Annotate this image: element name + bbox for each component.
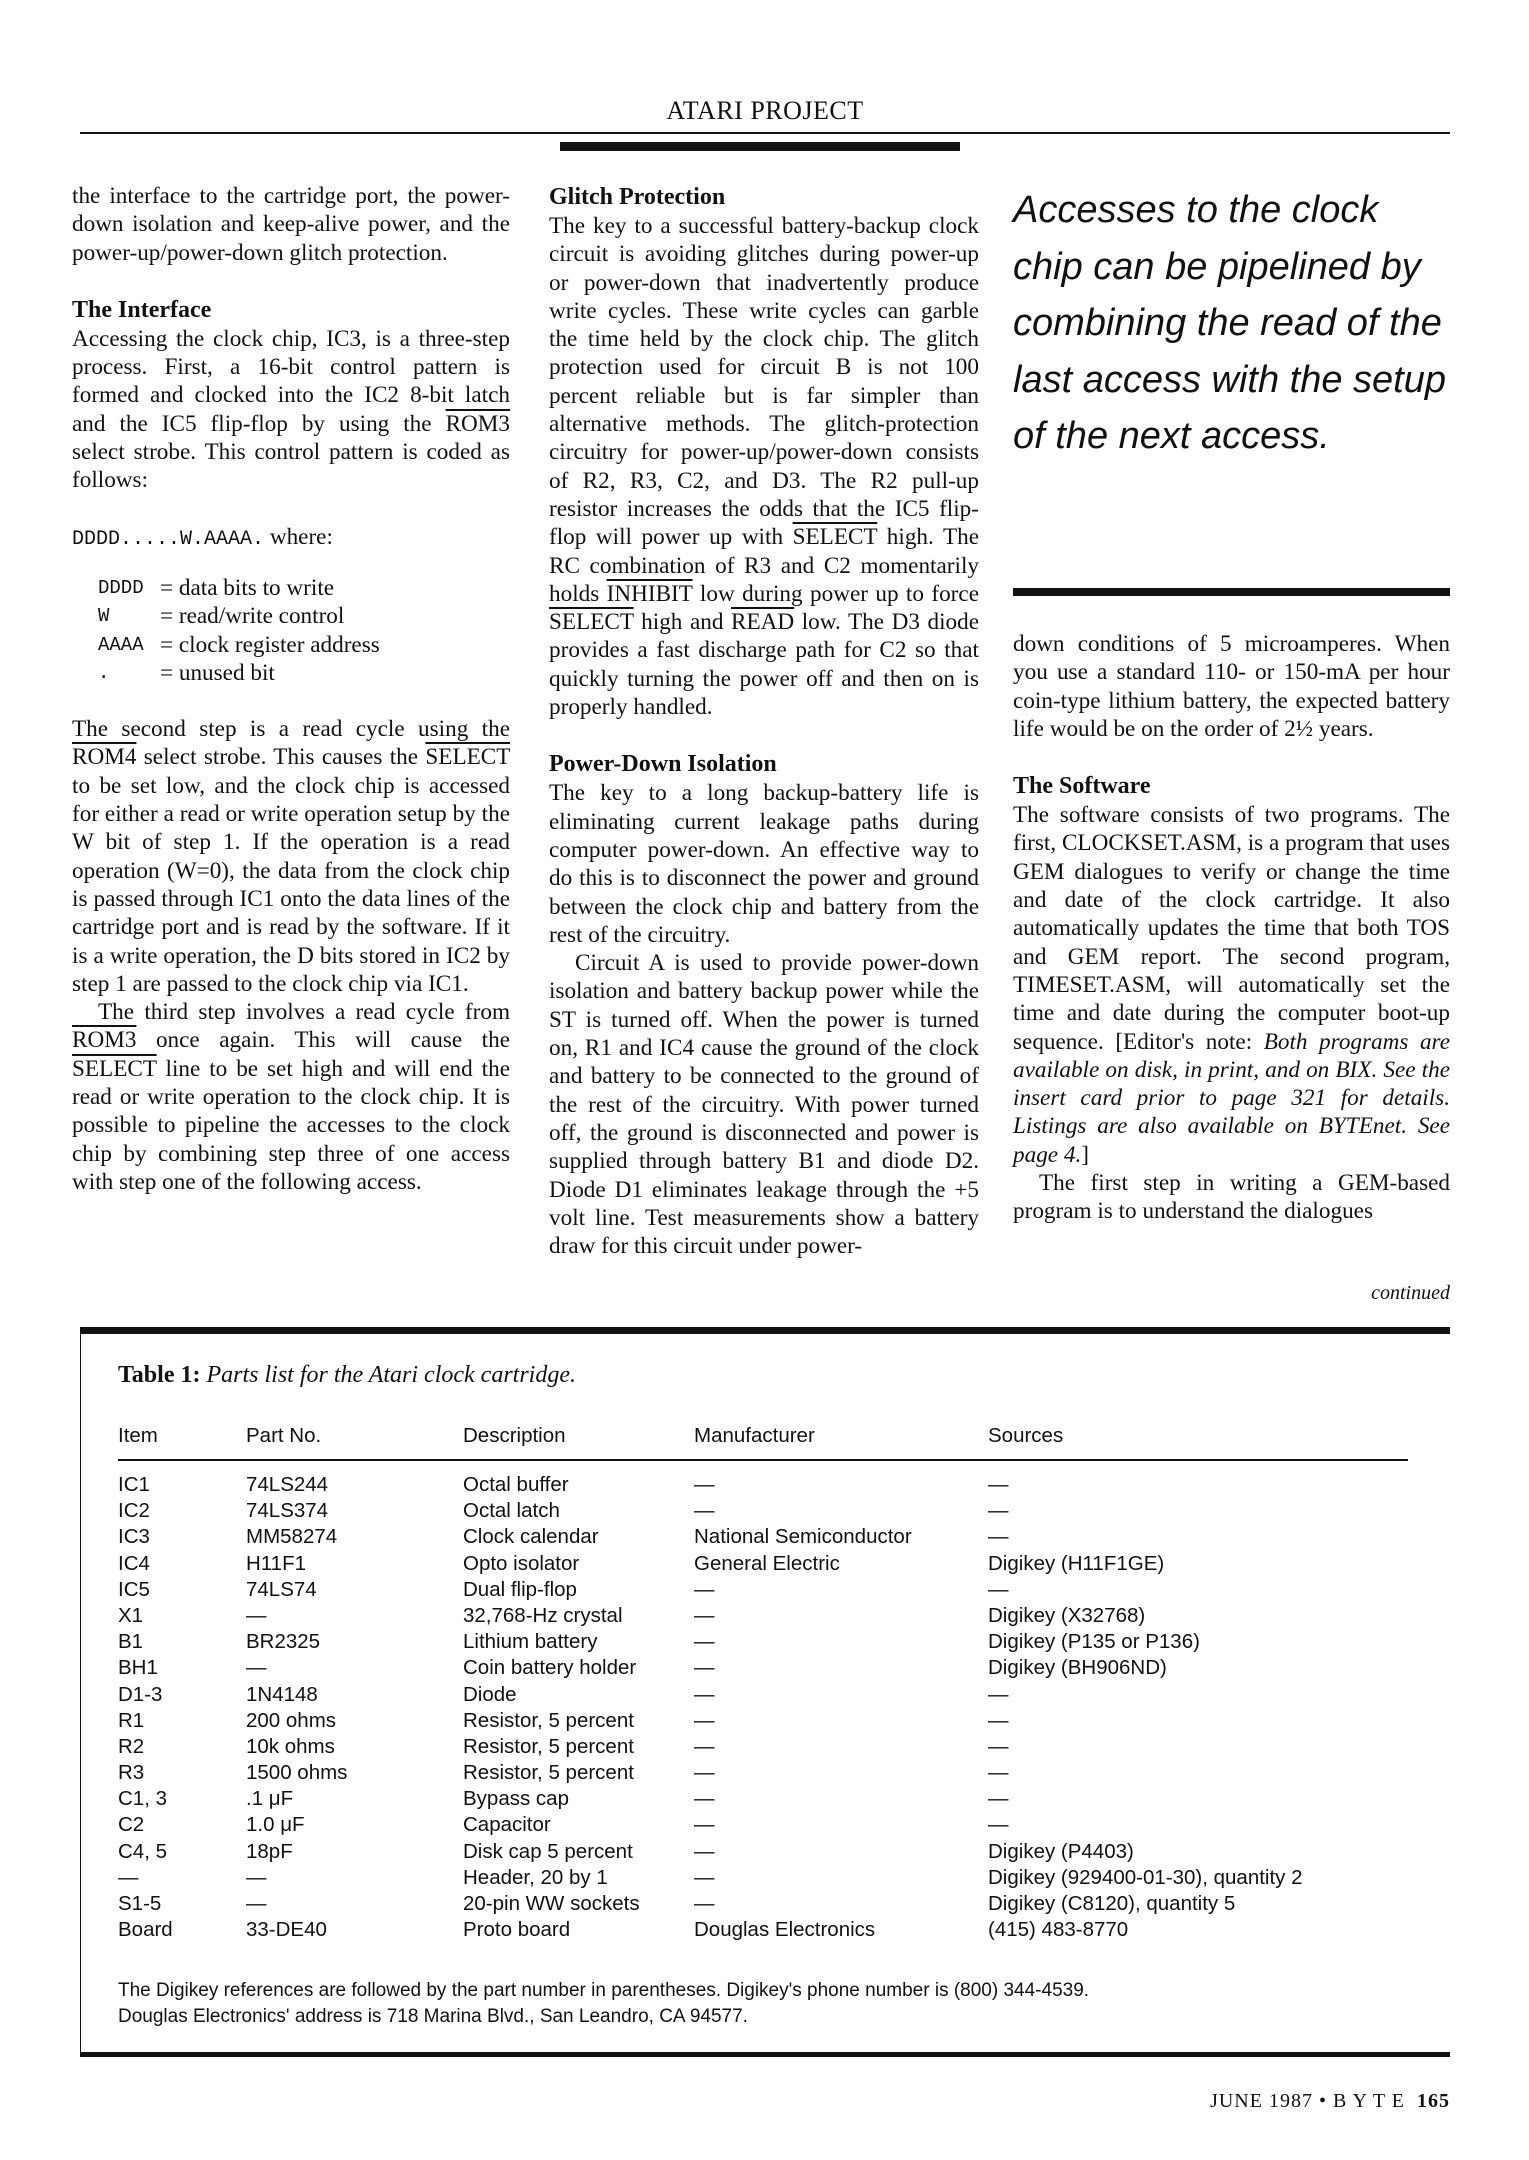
second-step-paragraph: The second step is a read cycle using the ROM4 select strobe. This causes the SELECT to be set low, and the clock chip is accessed for either a read or write operation setup by the W bit of step 1. If the operation is a read operation (W=0), the data from the clock chip is passed through IC1 onto the data lines of the cartridge port and is read by the software. If it is a write operation, the D bits stored in IC2 by step 1 are passed to the clock chip via IC1. [72,716,510,997]
cell-description: 20-pin WW sockets [463,1892,640,1915]
cell-part-no: MM58274 [246,1525,338,1549]
table-note-line-2: Douglas Electronics' address is 718 Marina Blvd., San Leandro, CA 94577. [118,2006,748,2027]
definition-row: DDDD = data bits to write [98,574,335,601]
cell-item: C2 [118,1813,145,1837]
third-step-paragraph: The third step involves a read cycle from ROM3 once again. This will cause the SELECT line to be set high and will end the read or write operation to the clock chip. It is possible to pipeline the accesses to the clock chip by combining step three of one access with step one of the following access. [72,999,510,1195]
cell-description: Coin battery holder [463,1656,637,1680]
cell-part-no: 10k ohms [246,1734,335,1758]
cell-description: Clock calendar [463,1525,599,1549]
cell-part-no: 33-DE40 [246,1918,327,1942]
cell-item: B1 [118,1630,144,1654]
cell-source: Digikey (P135 or P136) [988,1630,1200,1654]
cell-source: Digikey (C8120), quantity 5 [988,1892,1236,1915]
section-header: ATARI PROJECT [666,96,864,125]
cell-item: S1-5 [118,1892,162,1915]
cell-source: — [988,1761,1009,1785]
column-header-sources: Sources [988,1424,1064,1447]
glitch-heading: Glitch Protection [549,184,726,210]
cell-manufacturer: — [694,1892,715,1915]
power-down-paragraph-2: Circuit A is used to provide power-down isolation and battery backup power while the ST is turned off. When the power is turned on, R1 and IC4 cause the ground of the clock and battery to be connected to the ground of the rest of the circuitry. With power turned off, the ground is disconnected and power is supplied through battery B1 and diode D2. Diode D1 eliminates leakage through the +5 volt line. Test measurements show a battery draw for this circuit under power- [549,950,979,1260]
table-note-line-1: The Digikey references are followed by the part number in parentheses. Digikey's phone number is (800) 344-4539. [118,1980,1090,2001]
cell-item: IC4 [118,1551,150,1575]
cell-description: Disk cap 5 percent [463,1839,633,1863]
cell-item: IC1 [118,1473,150,1496]
cell-part-no: 74LS244 [246,1473,329,1496]
cell-manufacturer: — [694,1682,715,1706]
cell-item: IC2 [118,1499,150,1523]
cell-description: Octal latch [463,1499,560,1523]
software-paragraph-2: The first step in writing a GEM-based program is to understand the dialogues [1013,1170,1450,1225]
cell-manufacturer: — [694,1473,715,1496]
cell-item: R3 [118,1761,145,1785]
column-header-item: Item [118,1424,158,1447]
column-header-description: Description [463,1424,566,1447]
power-down-paragraph-1: The key to a long backup-battery life is eliminating current leakage paths during computer power-down. An effective way to do this is to disconnect the power and ground between the clock chip and battery from the rest of the circuitry. [549,780,979,948]
cell-source: Digikey (P4403) [988,1839,1134,1863]
cell-manufacturer: General Electric [694,1551,840,1575]
cell-item: X1 [118,1603,144,1627]
cell-source: (415) 483-8770 [988,1918,1129,1942]
cell-item: C1, 3 [118,1787,167,1811]
cell-description: Opto isolator [463,1551,580,1575]
cell-manufacturer: — [694,1839,715,1863]
cell-manufacturer: National Semiconductor [694,1525,912,1549]
cell-source: — [988,1734,1009,1758]
cell-description: Bypass cap [463,1787,569,1811]
cell-part-no: — [246,1865,267,1889]
cell-source: — [988,1525,1009,1549]
cell-part-no: — [246,1603,267,1627]
continued-paragraph: down conditions of 5 microamperes. When you use a standard 110- or 150-mA per hour coin-type lithium battery, the expected battery life would be on the order of 2½ years. [1013,631,1450,742]
cell-source: — [988,1499,1009,1523]
cell-source: — [988,1577,1009,1601]
cell-manufacturer: — [694,1787,715,1811]
cell-manufacturer: — [694,1708,715,1732]
cell-description: 32,768-Hz crystal [463,1603,623,1627]
cell-description: Lithium battery [463,1630,598,1654]
cell-manufacturer: — [694,1499,715,1523]
table-title: Table 1: Parts list for the Atari clock cartridge. [118,1362,576,1388]
page-footer: JUNE 1987 • B Y T E 165 [1210,2090,1450,2112]
cell-manufacturer: — [694,1577,715,1601]
cell-description: Resistor, 5 percent [463,1708,634,1732]
table-column-sources [988,1472,1303,1943]
cell-manufacturer: — [694,1656,715,1680]
cell-manufacturer: — [694,1734,715,1758]
cell-manufacturer: — [694,1761,715,1785]
column-3 [1013,630,1450,1226]
cell-part-no: 200 ohms [246,1708,337,1732]
cell-item: IC5 [118,1577,150,1601]
cell-description: Header, 20 by 1 [463,1865,608,1889]
table-column-description [463,1472,640,1943]
cell-item: — [118,1865,139,1889]
table-column-item [118,1472,173,1943]
interface-heading: The Interface [72,296,212,323]
cell-description: Resistor, 5 percent [463,1734,634,1758]
table-column-manufacturer [694,1472,912,1943]
cell-source: Digikey (929400-01-30), quantity 2 [988,1865,1303,1889]
intro-paragraph: the interface to the cartridge port, the power-down isolation and keep-alive power, and the power-up/power-down glitch protection. [72,183,510,266]
cell-item: C4, 5 [118,1839,167,1863]
definition-row: W = read/write control [98,603,345,630]
cell-item: Board [118,1918,173,1942]
power-down-heading: Power-Down Isolation [549,751,777,778]
cell-part-no: BR2325 [246,1630,321,1654]
definition-list [72,574,510,687]
cell-manufacturer: Douglas Electronics [694,1918,876,1942]
column-header-manufacturer: Manufacturer [694,1424,815,1447]
cell-item: D1-3 [118,1682,163,1706]
cell-part-no: 74LS74 [246,1577,317,1601]
header-rule [80,132,1450,134]
cell-source: Digikey (H11F1GE) [988,1551,1165,1575]
cell-source: — [988,1813,1009,1837]
cell-manufacturer: — [694,1630,715,1654]
cell-part-no: .1 μF [246,1787,294,1811]
cell-part-no: 18pF [246,1839,293,1863]
table-bottom-bar [80,2052,1450,2057]
cell-source: Digikey (BH906ND) [988,1656,1167,1680]
software-heading: The Software [1013,773,1151,800]
cell-item: BH1 [118,1656,158,1680]
table-header-rule [118,1459,1408,1461]
cell-source: — [988,1787,1009,1811]
header-bar [560,142,960,151]
cell-part-no: 1N4148 [246,1682,318,1706]
column-header-part: Part No. [246,1424,322,1447]
cell-source: — [988,1682,1009,1706]
glitch-paragraph: The key to a successful battery-backup clock circuit is avoiding glitches during power-up or power-down that inadvertently produce write cycles. These write cycles can garble the time held by the clock chip. The glitch protection used for circuit B is not 100 percent reliable but is far simpler than alternative methods. The glitch-protection circuitry for power-up/power-down consists of R2, R3, C2, and D3. The R2 pull-up resistor increases the odds that the IC5 flip-flop will power up with SELECT high. The RC combination of R3 and C2 momentarily holds INHIBIT low during power up to force SELECT high and READ low. The D3 diode provides a fast discharge path for C2 so that quickly turning the power off and then on is properly handled. [549,213,979,721]
cell-source: Digikey (X32768) [988,1603,1146,1627]
table-column-part [246,1472,347,1943]
column-2 [549,182,979,1260]
column-1 [72,182,510,1196]
cell-source: — [988,1708,1009,1732]
cell-description: Proto board [463,1918,571,1942]
cell-item: IC3 [118,1525,150,1549]
cell-part-no: 1.0 μF [246,1813,305,1837]
cell-manufacturer: — [694,1813,715,1837]
definition-row: AAAA = clock register address [98,631,380,658]
software-paragraph: The software consists of two programs. The first, CLOCKSET.ASM, is a program that uses GEM dialogues to verify or change the time and date of the clock cartridge. It also automatically updates the time that both TOS and GEM report. The second program, TIMESET.ASM, will automatically set the time and date during the computer boot-up sequence. [Editor's note: Both programs are available on disk, in print, and on BIX. See the insert card prior to page 321 for details. Listings are also available on BYTEnet. See page 4.] [1013,802,1450,1168]
cell-description: Octal buffer [463,1473,569,1496]
cell-part-no: H11F1 [246,1551,307,1575]
cell-description: Diode [463,1682,517,1706]
cell-description: Dual flip-flop [463,1577,577,1601]
cell-part-no: 1500 ohms [246,1761,348,1785]
cell-source: — [988,1473,1009,1496]
cell-item: R1 [118,1708,145,1732]
definition-row: . = unused bit [98,659,275,686]
interface-paragraph: Accessing the clock chip, IC3, is a three-step process. First, a 16-bit control pattern is formed and clocked into the IC2 8-bit latch and the IC5 flip-flop by using the ROM3 select strobe. This control pattern is coded as follows: [72,325,510,494]
pull-quote-bar [1013,588,1450,596]
cell-part-no: — [246,1656,267,1680]
cell-item: R2 [118,1734,145,1758]
cell-description: Resistor, 5 percent [463,1761,634,1785]
cell-part-no: 74LS374 [246,1499,329,1523]
table-top-bar [80,1327,1450,1334]
pull-quote: Accesses to the clock chip can be pipelined by combining the read of the last access with the setup of the next access. [1013,189,1446,457]
cell-manufacturer: — [694,1865,715,1889]
continued-label: continued [1371,1282,1450,1304]
code-pattern: DDDD.....W.AAAA. where: [72,523,333,551]
cell-description: Capacitor [463,1813,551,1837]
table-note [118,1978,1089,2030]
cell-manufacturer: — [694,1603,715,1627]
cell-part-no: — [246,1892,267,1915]
